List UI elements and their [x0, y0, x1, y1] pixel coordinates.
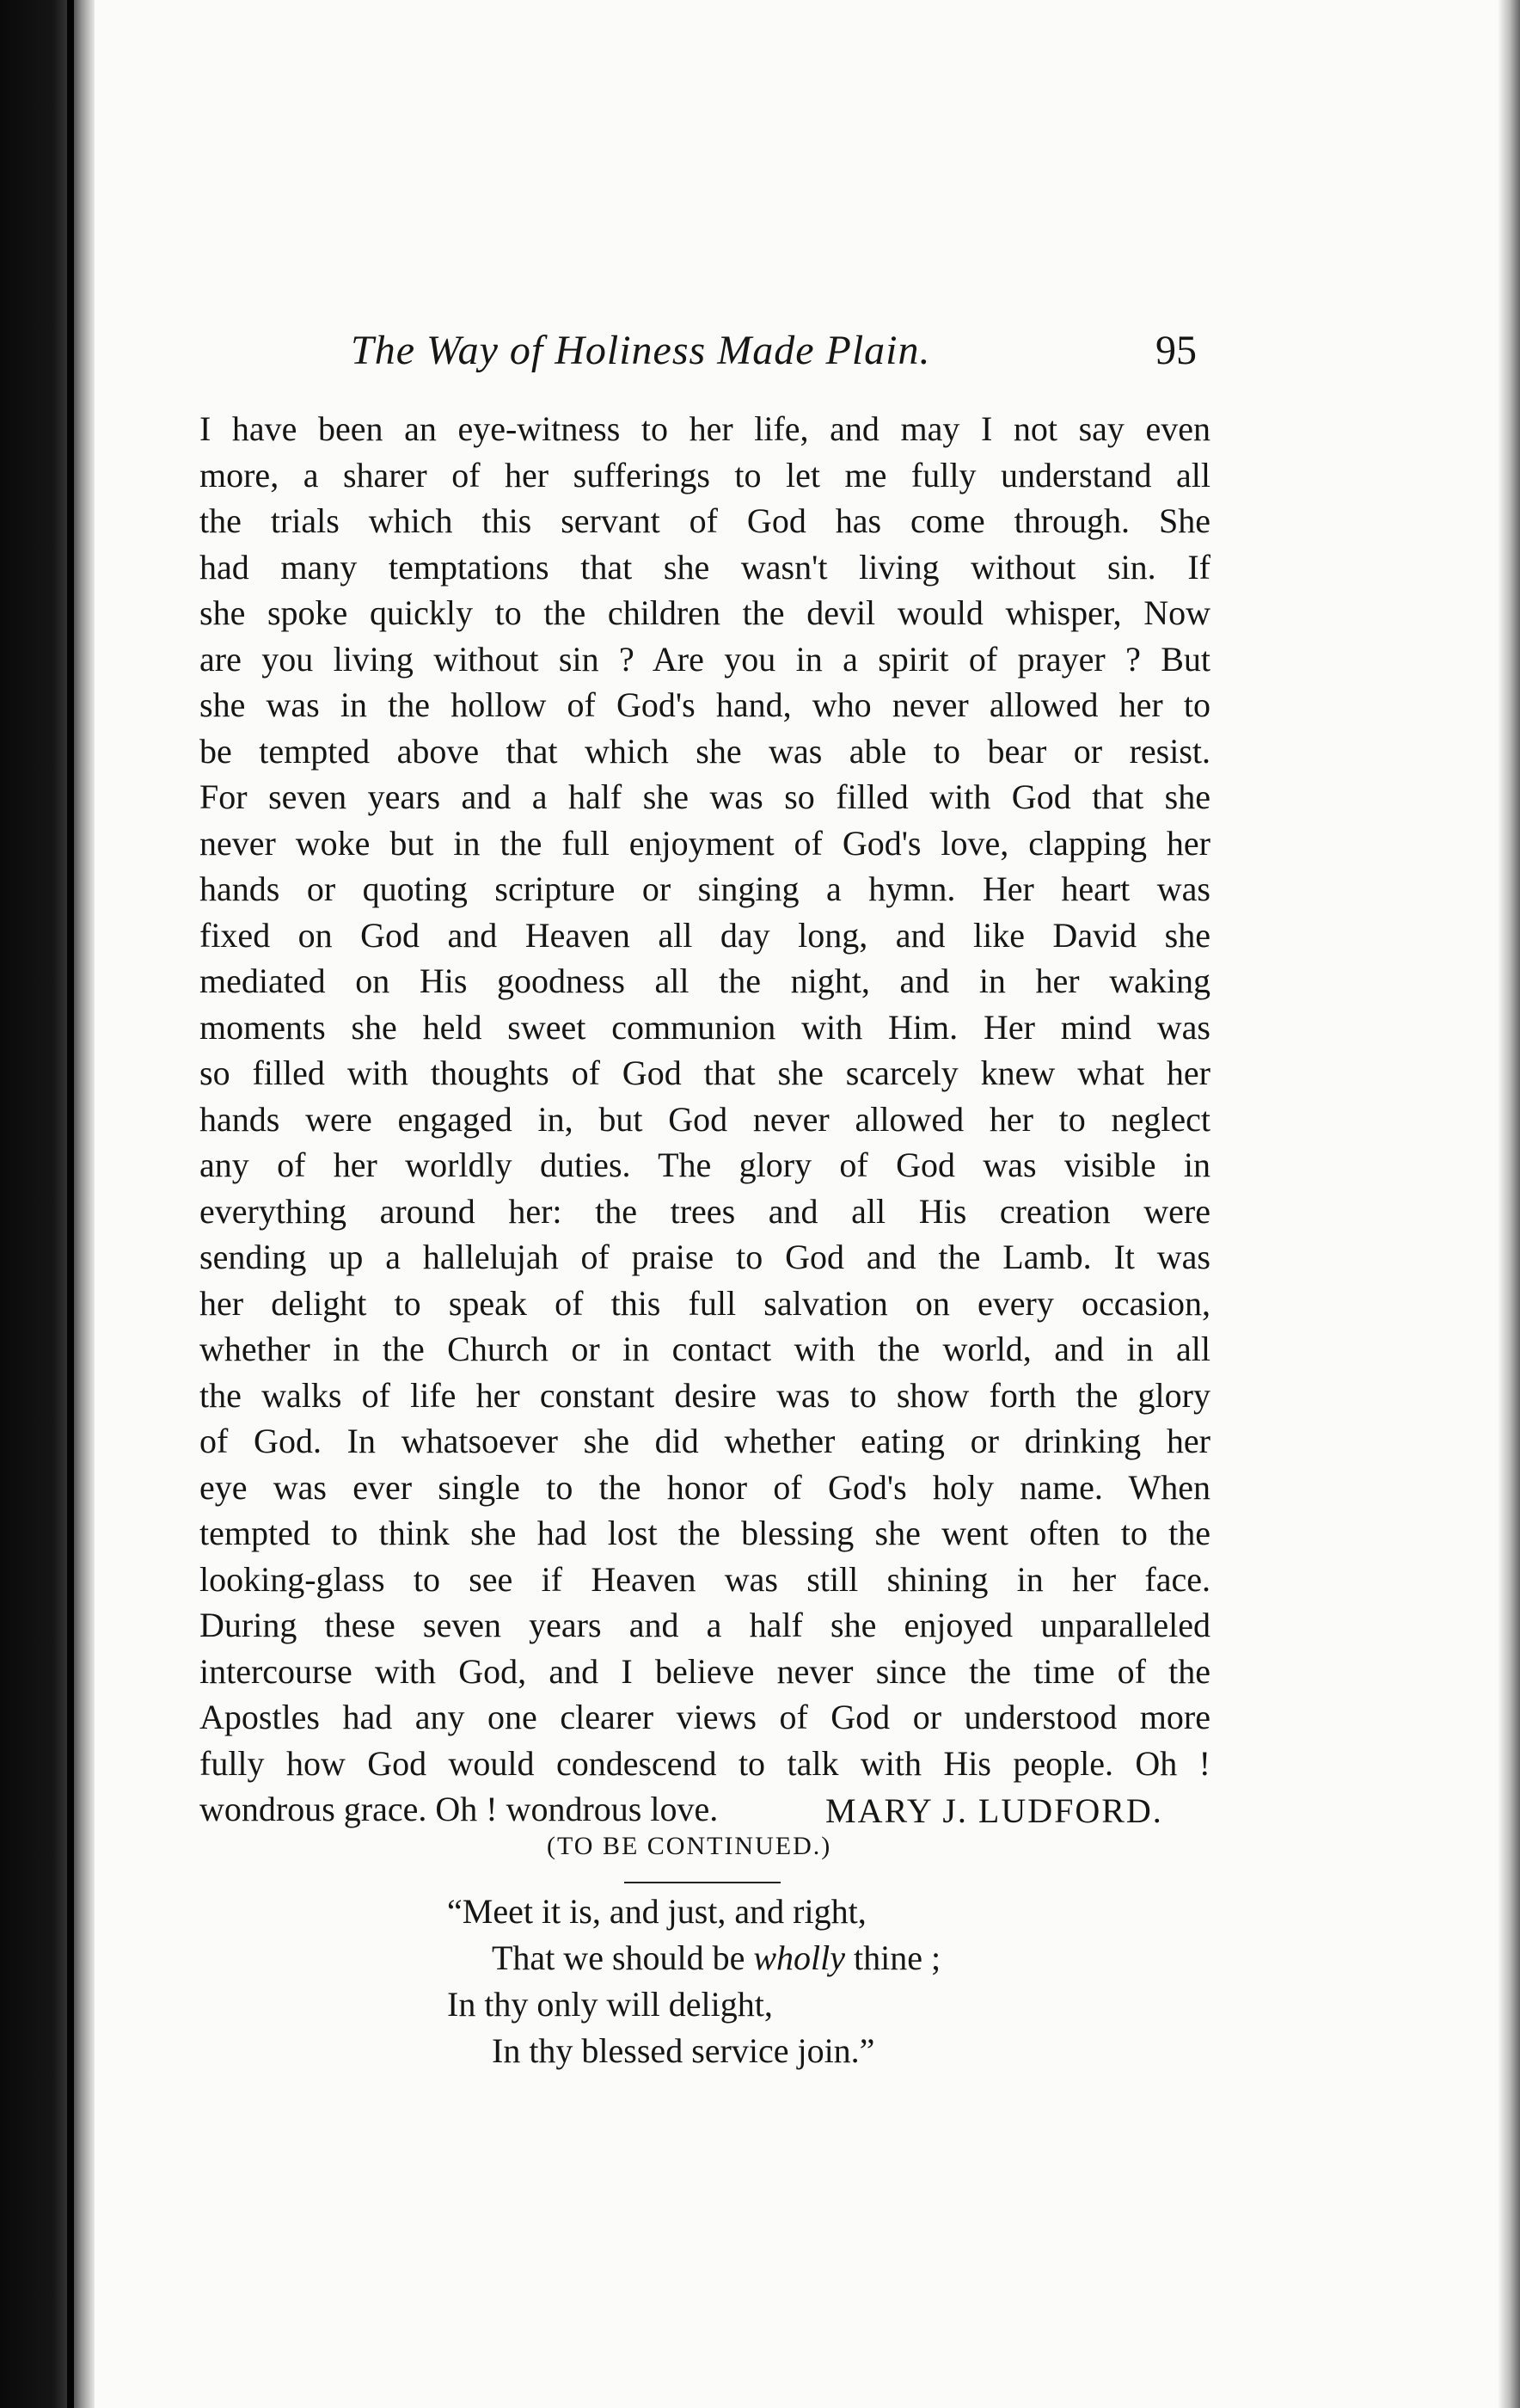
verse-italic-word: wholly — [753, 1938, 846, 1977]
text-line: had many temptations that she wasn't living without sin. If — [199, 547, 1210, 587]
text-line: the walks of life her constant desire was to show forth the glory — [199, 1375, 1210, 1415]
verse-line-1: “Meet it is, and just, and right, — [447, 1892, 867, 1931]
binding-shadow — [0, 0, 95, 2408]
text-line: tempted to think she had lost the blessing she went often to the — [199, 1514, 1210, 1552]
running-head — [351, 327, 1210, 396]
text-line: the trials which this servant of God has come through. She — [199, 501, 1210, 540]
text-line: never woke but in the full enjoyment of God's love, clapping her — [199, 823, 1210, 863]
text-line: she was in the hollow of God's hand, who never allowed her to — [199, 685, 1210, 724]
verse-line-2-start: That we should be — [492, 1938, 754, 1977]
text-line: of God. In whatsoever she did whether eating or drinking her — [199, 1422, 1210, 1460]
text-line: her delight to speak of this full salvation on every occasion, — [199, 1283, 1210, 1323]
page-number: 95 — [1155, 328, 1197, 373]
continued-note: (TO BE CONTINUED.) — [547, 1832, 832, 1860]
running-title: The Way of Holiness Made Plain. — [351, 328, 931, 373]
text-line: any of her worldly duties. The glory of God was visible in — [199, 1146, 1210, 1184]
text-line: are you living without sin ? Are you in a spirit of prayer ? But — [199, 639, 1210, 679]
text-line: Apostles had any one clearer views of God or understood more — [199, 1698, 1210, 1736]
text-line: she spoke quickly to the children the devil would whisper, Now — [199, 593, 1210, 632]
text-line: mediated on His goodness all the night, and in her waking — [199, 961, 1210, 1000]
text-line: whether in the Church or in contact with the world, and in all — [199, 1330, 1210, 1368]
text-line: moments she held sweet communion with Him. Her mind was — [199, 1007, 1210, 1047]
text-line: looking-glass to see if Heaven was still shining in her face. — [199, 1559, 1210, 1599]
text-line: sending up a hallelujah of praise to God and the Lamb. It was — [199, 1238, 1210, 1276]
text-line: For seven years and a half she was so filled with God that she — [199, 777, 1210, 816]
text-line: eye was ever single to the honor of God's holy name. When — [199, 1467, 1210, 1507]
text-line: During these seven years and a half she enjoyed unparalleled — [199, 1606, 1210, 1644]
text-line: fixed on God and Heaven all day long, and like David she — [199, 915, 1210, 955]
text-line: everything around her: the trees and all His creation were — [199, 1191, 1210, 1231]
verse-quote — [447, 1889, 1049, 2074]
text-line-last: wondrous grace. Oh ! wondrous love. — [199, 1790, 719, 1828]
text-line: so filled with thoughts of God that she scarcely knew what her — [199, 1054, 1210, 1092]
text-line: fully how God would condescend to talk with His people. Oh ! — [199, 1743, 1210, 1783]
verse-line-3: In thy only will delight, — [447, 1985, 773, 2024]
text-line: hands were engaged in, but God never allowed her to neglect — [199, 1099, 1210, 1139]
author-signature: MARY J. LUDFORD. — [825, 1791, 1163, 1830]
text-line: intercourse with God, and I believe never since the time of the — [199, 1651, 1210, 1691]
binding-edge-line — [67, 0, 74, 2408]
divider-rule — [624, 1882, 781, 1883]
text-line: hands or quoting scripture or singing a hymn. Her heart was — [199, 869, 1210, 908]
verse-line-2 — [447, 1935, 1049, 1981]
verse-line-4: In thy blessed service join.” — [492, 2031, 875, 2070]
text-line: I have been an eye-witness to her life, and may I not say even — [199, 409, 1210, 448]
verse-line-2-end: thine ; — [845, 1938, 941, 1977]
text-line: be tempted above that which she was able to bear or resist. — [199, 731, 1210, 771]
page-edge-shadow — [1498, 0, 1520, 2408]
text-line: more, a sharer of her sufferings to let me fully understand all — [199, 455, 1210, 494]
body-paragraph — [199, 406, 1210, 1833]
